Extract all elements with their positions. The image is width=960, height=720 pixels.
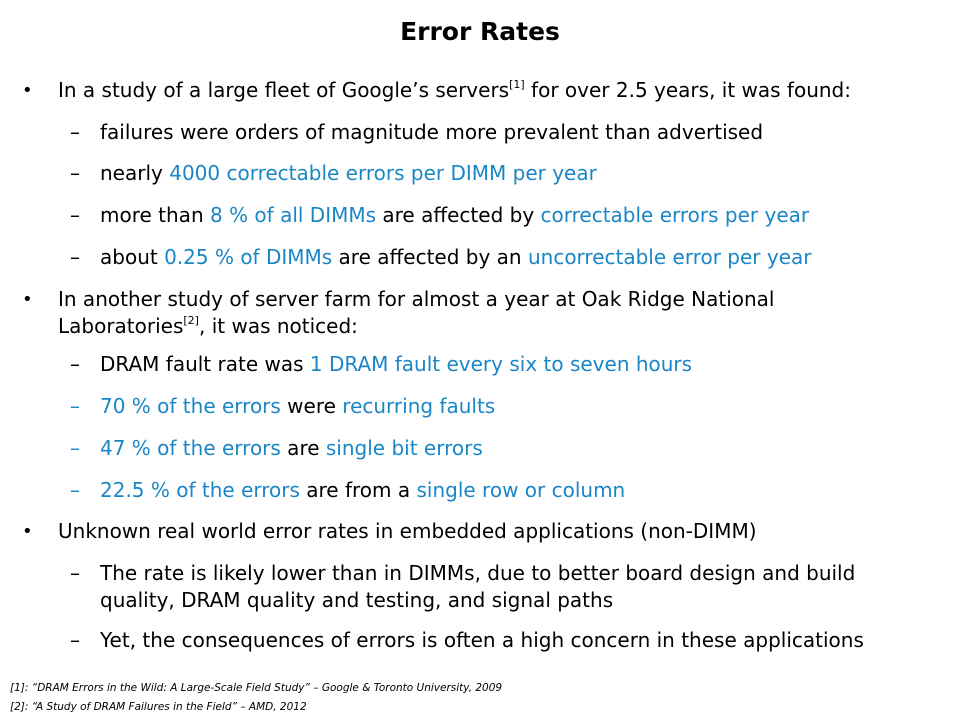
sub-item-dimms-affected: more than 8 % of all DIMMs are affected by correctable errors per year: [100, 203, 810, 227]
footnote-1: [1]: “DRAM Errors in the Wild: A Large-Scale Field Study” – Google & Toronto University, 2009: [10, 682, 503, 694]
bullet-embedded-rates: Unknown real world error rates in embedded applications (non-DIMM): [58, 519, 757, 543]
dash-marker: –: [70, 628, 80, 652]
bullet-marker: •: [22, 80, 33, 101]
dash-marker: –: [70, 203, 80, 227]
sub-item-uncorrectable: about 0.25 % of DIMMs are affected by an uncorrectable error per year: [100, 245, 812, 269]
sub-item-fault-rate: DRAM fault rate was 1 DRAM fault every six to seven hours: [100, 352, 693, 376]
bullet-marker: •: [22, 289, 33, 310]
dash-marker: –: [70, 120, 80, 144]
sub-item-single-bit: 47 % of the errors are single bit errors: [100, 436, 483, 460]
bullet-oak-ridge-study: In another study of server farm for almost a year at Oak Ridge National Laboratories[2], it was noticed:: [58, 287, 775, 338]
footnote-ref-1: [1]: [509, 78, 525, 92]
footnote-2: [2]: “A Study of DRAM Failures in the Field” – AMD, 2012: [10, 701, 307, 713]
slide-title: Error Rates: [400, 17, 560, 46]
sub-item-correctable-errors: nearly 4000 correctable errors per DIMM per year: [100, 161, 597, 185]
footnote-ref-2: [2]: [183, 314, 199, 328]
bullet-marker: •: [22, 521, 33, 542]
dash-marker: –: [70, 245, 80, 269]
sub-item-lower-rate: The rate is likely lower than in DIMMs, due to better board design and build quality, DRAM quality and testing, and signal paths: [100, 561, 856, 612]
dash-marker: –: [70, 394, 80, 418]
dash-marker: –: [70, 436, 80, 460]
sub-item-failures: failures were orders of magnitude more prevalent than advertised: [100, 120, 764, 144]
bullet-google-study: In a study of a large fleet of Google’s servers[1] for over 2.5 years, it was found:: [58, 78, 851, 102]
dash-marker: –: [70, 561, 80, 585]
sub-item-recurring: 70 % of the errors were recurring faults: [100, 394, 496, 418]
dash-marker: –: [70, 161, 80, 185]
dash-marker: –: [70, 352, 80, 376]
sub-item-row-column: 22.5 % of the errors are from a single row or column: [100, 478, 626, 502]
dash-marker: –: [70, 478, 80, 502]
sub-item-consequences: Yet, the consequences of errors is often a high concern in these applications: [100, 628, 864, 652]
